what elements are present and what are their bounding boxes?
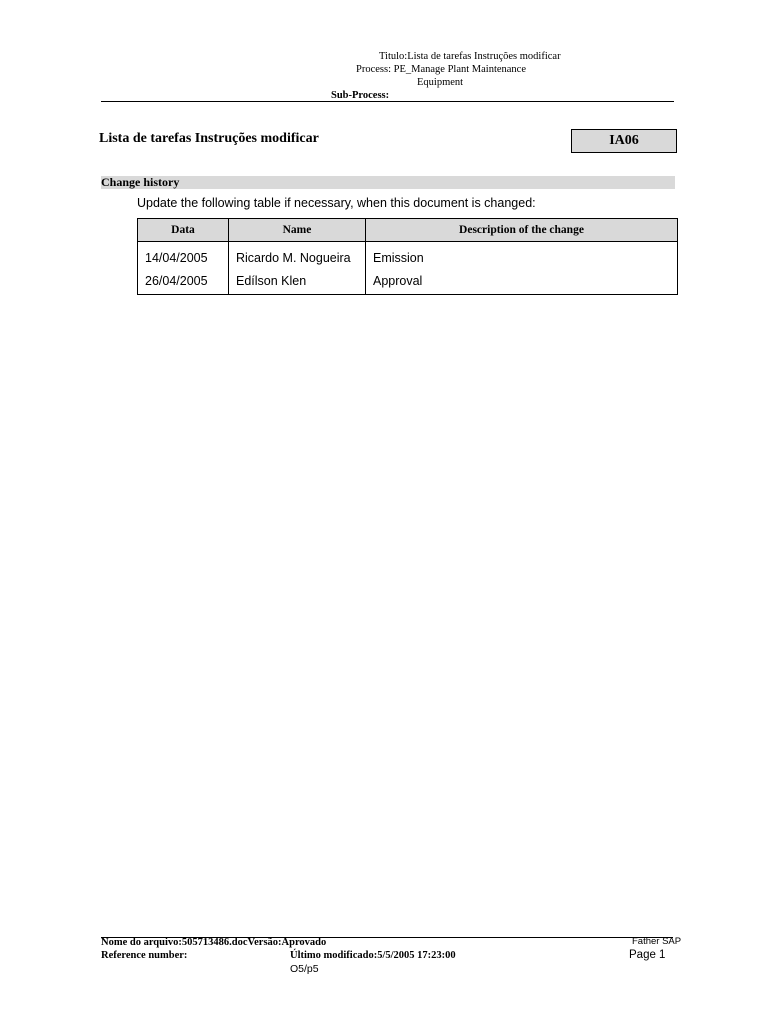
cell-description: Emission: [366, 242, 678, 270]
header-equipment: Equipment: [417, 77, 464, 88]
footer-last-modified: Último modificado:5/5/2005 17:23:00: [290, 950, 456, 961]
cell-name: Ricardo M. Nogueira: [229, 242, 366, 270]
column-header-description: Description of the change: [366, 219, 678, 242]
cell-description: Approval: [366, 269, 678, 295]
footer-page-number: Page 1: [629, 949, 666, 961]
footer-father: Father SAP: [632, 936, 682, 947]
section-header-bar: [101, 176, 675, 189]
section-intro: Update the following table if necessary, when this document is changed:: [137, 196, 536, 210]
document-code: IA06: [609, 133, 639, 148]
document-code-box: [571, 129, 677, 153]
table-header-row: [138, 219, 678, 242]
header-title: Titulo:Lista de tarefas Instruções modificar: [379, 51, 561, 62]
column-header-name: Name: [229, 219, 366, 242]
header-subprocess: Sub-Process:: [331, 90, 390, 101]
header-process: Process: PE_Manage Plant Maintenance: [356, 64, 526, 75]
cell-name: Edílson Klen: [229, 269, 366, 295]
change-history-table: [137, 218, 678, 295]
document-title: Lista de tarefas Instruções modificar: [99, 131, 319, 146]
table-row: [138, 242, 678, 270]
header-divider: [101, 101, 674, 102]
section-title: Change history: [101, 175, 180, 189]
table-row: [138, 269, 678, 295]
footer-reference-number: Reference number:: [101, 950, 188, 961]
cell-date: 26/04/2005: [138, 269, 229, 295]
footer-os-code: O5/p5: [290, 963, 319, 975]
footer-filename: Nome do arquivo:505713486.docVersão:Aprovado: [101, 937, 327, 948]
column-header-data: Data: [138, 219, 229, 242]
cell-date: 14/04/2005: [138, 242, 229, 270]
